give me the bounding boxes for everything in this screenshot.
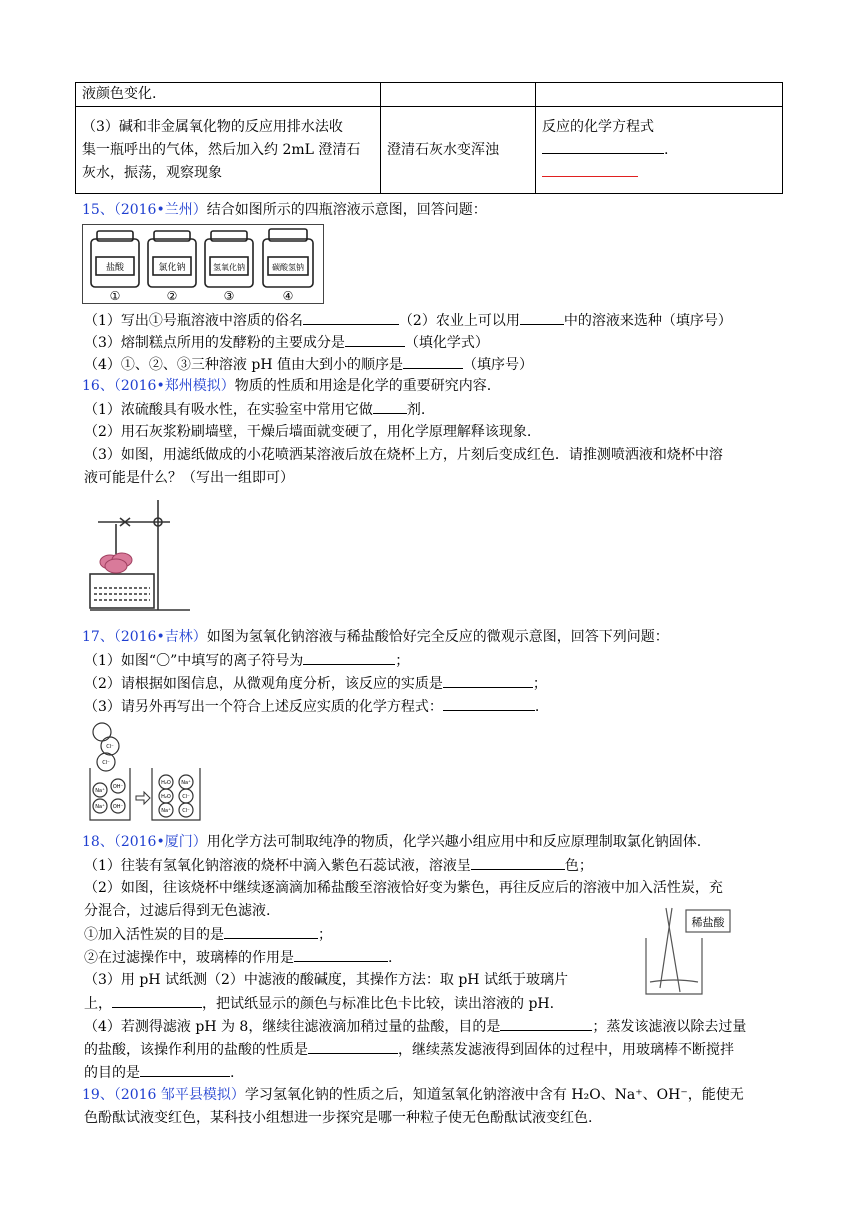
table-cell bbox=[536, 107, 783, 194]
question-number: 18、 bbox=[82, 834, 114, 850]
question-text: （1）浓硫酸具有吸水性，在实验室中常用它做 bbox=[84, 402, 373, 418]
bottles-svg bbox=[83, 225, 323, 303]
question-number: 19、 bbox=[82, 1087, 114, 1103]
question-number: 16、 bbox=[82, 378, 114, 394]
question-text: （填化学式） bbox=[404, 335, 489, 351]
bottle-number: ④ bbox=[282, 289, 294, 303]
question-text: （2）农业上可以用 bbox=[398, 313, 520, 329]
question-18-part4-cont bbox=[84, 1039, 734, 1060]
question-16-part1 bbox=[84, 399, 425, 420]
beaker-hcl-figure bbox=[632, 904, 732, 1000]
question-text: 剂. bbox=[406, 402, 426, 418]
question-source: （2016•吉林） bbox=[113, 629, 207, 645]
question-text: （1）往装有氢氧化钠溶液的烧杯中滴入紫色石蕊试液，溶液呈 bbox=[84, 858, 471, 874]
question-text: 中的溶液来选种（填序号） bbox=[563, 313, 732, 329]
question-18-sub2 bbox=[84, 947, 392, 968]
question-source: （2016•郑州模拟） bbox=[113, 378, 235, 394]
answer-blank[interactable] bbox=[224, 924, 318, 939]
question-text: 物质的性质和用途是化学的重要研究内容. bbox=[234, 378, 492, 394]
answer-blank[interactable] bbox=[308, 1039, 398, 1054]
answer-blank[interactable] bbox=[443, 673, 533, 688]
question-number: 15、 bbox=[82, 202, 114, 218]
question-text: . bbox=[230, 1065, 235, 1081]
answer-line: . bbox=[542, 139, 776, 162]
question-16-part2: （2）用石灰浆粉刷墙壁，干燥后墙面就变硬了，用化学原理解释该现象. bbox=[84, 424, 532, 440]
answer-blank[interactable] bbox=[345, 332, 405, 347]
ion-label: Na⁺ bbox=[181, 780, 191, 786]
answer-blank[interactable] bbox=[403, 354, 463, 369]
question-18-part2-cont: 分混合，过滤后得到无色滤液. bbox=[84, 903, 271, 919]
answer-blank[interactable] bbox=[373, 399, 407, 414]
ion-label: Na⁺ bbox=[95, 788, 105, 794]
question-19-cont: 色酚酞试液变红色，某科技小组想进一步探究是哪一种粒子使无色酚酞试液变红色. bbox=[84, 1110, 593, 1126]
answer-blank[interactable] bbox=[303, 310, 399, 325]
answer-blank[interactable] bbox=[140, 1062, 230, 1077]
ion-label: Cl⁻ bbox=[102, 760, 110, 766]
question-text: 用化学方法可制取纯净的物质，化学兴趣小组应用中和反应原理制取氯化钠固体. bbox=[206, 834, 702, 850]
question-text: （4）若测得滤液 pH 为 8，继续往滤液滴加稍过量的盐酸，目的是 bbox=[84, 1019, 501, 1035]
answer-blank[interactable] bbox=[443, 696, 535, 711]
question-text: 上， bbox=[84, 996, 112, 1012]
answer-blank[interactable] bbox=[471, 855, 565, 870]
table-cell bbox=[536, 83, 783, 107]
figure-label: 稀盐酸 bbox=[691, 916, 725, 929]
question-18-part3-cont bbox=[84, 993, 554, 1014]
question-text: ，继续蒸发滤液得到固体的过程中，用玻璃棒不断搅拌 bbox=[398, 1042, 734, 1058]
bottle-number: ② bbox=[166, 289, 178, 303]
question-18-part4 bbox=[84, 1016, 746, 1037]
ion-label: OH⁻ bbox=[112, 784, 124, 790]
question-text: （填序号） bbox=[462, 357, 533, 373]
question-source: （2016•厦门） bbox=[113, 834, 207, 850]
question-16-stem bbox=[82, 376, 491, 396]
question-text: . bbox=[534, 699, 540, 715]
flower-beaker-figure bbox=[80, 494, 200, 618]
question-text: （2）请根据如图信息，从微观角度分析，该反应的实质是 bbox=[84, 676, 443, 692]
bottle-number: ① bbox=[109, 289, 121, 303]
bottles-figure bbox=[82, 224, 324, 304]
question-19-stem bbox=[82, 1085, 744, 1105]
question-text: 的目的是 bbox=[84, 1065, 140, 1081]
ion-label: Cl⁻ bbox=[182, 808, 190, 814]
question-text: （4）①、②、③三种溶液 pH 值由大到小的顺序是 bbox=[84, 357, 403, 373]
bottle-label: 盐酸 bbox=[105, 263, 125, 273]
question-16-part3-cont: 液可能是什么？（写出一组即可） bbox=[84, 470, 294, 486]
table-cell: 液颜色变化. bbox=[76, 83, 381, 107]
ion-label: H₂O bbox=[161, 794, 171, 800]
question-18-part3: （3）用 pH 试纸测（2）中滤液的酸碱度，其操作方法：取 pH 试纸于玻璃片 bbox=[84, 972, 568, 988]
question-18-sub1 bbox=[84, 924, 332, 945]
answer-blank[interactable] bbox=[112, 993, 202, 1008]
question-text: ； bbox=[395, 653, 410, 669]
table-text-line: 灰水，振荡，观察现象 bbox=[82, 164, 222, 181]
question-18-part1 bbox=[84, 855, 593, 876]
question-15-part1 bbox=[84, 310, 732, 331]
question-text: 如图为氢氧化钠溶液与稀盐酸恰好完全反应的微观示意图，回答下列问题： bbox=[206, 629, 669, 645]
question-15-part4 bbox=[84, 354, 533, 375]
bottle-number: ③ bbox=[223, 289, 235, 303]
experiment-table bbox=[75, 82, 783, 194]
question-text: ；蒸发该滤液以除去过量 bbox=[592, 1019, 747, 1035]
table-cell bbox=[381, 83, 536, 107]
question-text: 学习氢氧化钠的性质之后，知道氢氧化钠溶液中含有 H₂O、Na⁺、OH⁻，能使无 bbox=[244, 1087, 744, 1103]
table-text-line: 集一瓶呼出的气体，然后加入约 2mL 澄清石 bbox=[82, 141, 361, 158]
question-text: （3）请另外再写出一个符合上述反应实质的化学方程式： bbox=[84, 699, 443, 715]
question-text: 色； bbox=[564, 858, 593, 874]
question-text: ①加入活性炭的目的是 bbox=[84, 927, 224, 943]
answer-blank[interactable] bbox=[500, 1016, 592, 1031]
red-underline bbox=[542, 162, 776, 185]
question-18-part4-end bbox=[84, 1062, 234, 1083]
question-16-part3: （3）如图，用滤纸做成的小花喷洒某溶液后放在烧杯上方，片刻后变成红色．请推测喷洒液和烧杯中溶 bbox=[84, 447, 723, 463]
question-text: （3）熔制糕点所用的发酵粉的主要成分是 bbox=[84, 335, 345, 351]
question-text: ，把试纸显示的颜色与标准比色卡比较，读出溶液的 pH. bbox=[202, 996, 555, 1012]
ion-label: H₂O bbox=[161, 780, 171, 786]
question-text: ②在过滤操作中，玻璃棒的作用是 bbox=[84, 950, 294, 966]
bottle-label: 碳酸氢钠 bbox=[272, 263, 304, 272]
ion-label: Na⁺ bbox=[95, 804, 105, 810]
answer-blank[interactable] bbox=[294, 947, 388, 962]
ion-label: Na⁺ bbox=[161, 808, 171, 814]
question-source: （2016•兰州） bbox=[113, 202, 207, 218]
question-15-part3 bbox=[84, 332, 489, 353]
question-18-part2: （2）如图，往该烧杯中继续逐滴滴加稀盐酸至溶液恰好变为紫色，再往反应后的溶液中加入活性炭，充 bbox=[84, 880, 723, 896]
ion-label: Cl⁻ bbox=[182, 794, 190, 800]
bottle-label: 氢氧化钠 bbox=[213, 263, 245, 272]
reaction-micro-figure bbox=[80, 720, 220, 826]
table-text-line: （3）碱和非金属氧化物的反应用排水法收 bbox=[82, 118, 343, 135]
answer-blank[interactable] bbox=[520, 310, 564, 325]
table-cell: 澄清石灰水变浑浊 bbox=[381, 107, 536, 194]
question-17-stem bbox=[82, 627, 669, 647]
question-17-part2 bbox=[84, 673, 547, 694]
ion-label: OH⁻ bbox=[112, 804, 124, 810]
question-text: ； bbox=[318, 927, 332, 943]
question-text: . bbox=[388, 950, 393, 966]
table-text-line: 反应的化学方程式 bbox=[542, 118, 654, 135]
question-text: 结合如图所示的四瓶溶液示意图，回答问题： bbox=[206, 202, 487, 218]
question-17-part1 bbox=[84, 650, 409, 671]
answer-blank[interactable] bbox=[303, 650, 395, 665]
question-text: 的盐酸，该操作利用的盐酸的性质是 bbox=[84, 1042, 308, 1058]
question-18-stem bbox=[82, 832, 701, 852]
question-number: 17、 bbox=[82, 629, 114, 645]
arrow-icon bbox=[136, 792, 150, 804]
question-15-stem bbox=[82, 200, 487, 220]
question-17-part3 bbox=[84, 696, 539, 717]
question-text: （1）写出①号瓶溶液中溶质的俗名 bbox=[84, 313, 303, 329]
question-text: ； bbox=[532, 676, 547, 692]
table-cell bbox=[76, 107, 381, 194]
question-source: （2016 邹平县模拟） bbox=[113, 1087, 245, 1103]
question-text: （1）如图“〇”中填写的离子符号为 bbox=[84, 653, 304, 669]
bottle-label: 氯化钠 bbox=[158, 263, 186, 273]
ion-label: Cl⁻ bbox=[106, 744, 114, 750]
